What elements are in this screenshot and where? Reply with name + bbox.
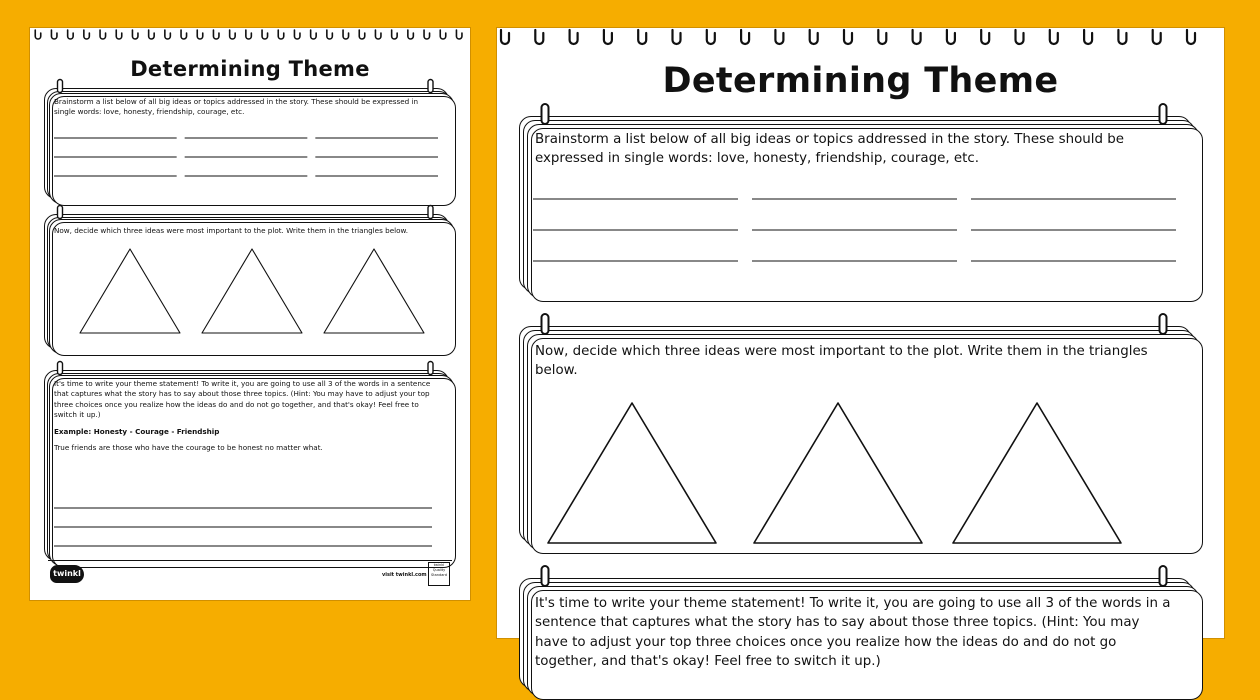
binding-ring — [1084, 30, 1092, 44]
footer-divider — [48, 560, 452, 561]
worksheet-thumbnail — [30, 28, 470, 600]
binding-ring — [501, 30, 509, 44]
card-decoration — [519, 578, 1201, 698]
triangles-card — [44, 214, 454, 354]
binding-ring — [1118, 30, 1126, 44]
binding-ring — [132, 30, 138, 39]
binding-ring — [294, 30, 300, 39]
binding-ring — [1153, 30, 1161, 44]
binding-ring — [100, 30, 106, 39]
brainstorm-instructions: Brainstorm a list below of all big ideas or topics addressed in the story. These should be expressed in single words: love, honesty, friendship, courage, etc. — [535, 132, 1124, 167]
spiral-binding — [497, 28, 1224, 50]
binding-ring — [810, 30, 818, 44]
binding-ring — [1187, 30, 1195, 44]
spiral-binding — [30, 28, 470, 50]
binding-ring — [775, 30, 783, 44]
binding-ring — [604, 30, 612, 44]
twinkl-logo: twinkl — [50, 565, 84, 583]
binding-ring — [213, 30, 219, 39]
binding-ring — [375, 30, 381, 39]
card-hanger-ring — [1160, 314, 1167, 334]
theme-statement-card — [519, 578, 1201, 698]
binding-ring — [116, 30, 122, 39]
card-hanger-ring — [58, 362, 63, 375]
triangles-instructions: Now, decide which three ideas were most important to the plot. Write them in the triangles below. — [535, 344, 1148, 379]
theme-instructions: It's time to write your theme statement! To write it, you are going to use all 3 of the words in a sentence that captures what the story has to say about those three topics. (Hint: You may have to adjust your top three choices once you realize how the ideas do and do not go together, and that's okay! Feel free to switch it up.) — [535, 596, 1171, 670]
binding-ring — [51, 30, 57, 39]
binding-ring — [197, 30, 203, 39]
binding-ring — [262, 30, 268, 39]
example-label: Example: Honesty - Courage - Friendship — [54, 426, 220, 436]
binding-ring — [570, 30, 578, 44]
binding-ring — [456, 30, 462, 39]
binding-ring — [165, 30, 171, 39]
binding-ring — [947, 30, 955, 44]
answer-triangle — [548, 403, 716, 543]
binding-ring — [84, 30, 90, 39]
binding-ring — [278, 30, 284, 39]
card-hanger-ring — [542, 566, 549, 586]
answer-triangle — [202, 249, 302, 333]
answer-triangle — [324, 249, 424, 333]
binding-ring — [638, 30, 646, 44]
binding-ring — [741, 30, 749, 44]
quality-badge: twinkl Quality Standard — [428, 562, 450, 586]
binding-ring — [707, 30, 715, 44]
binding-ring — [311, 30, 317, 39]
answer-triangle — [80, 249, 180, 333]
binding-ring — [535, 30, 543, 44]
footer-url: visit twinkl.com — [382, 572, 427, 578]
answer-triangle — [754, 403, 922, 543]
card-hanger-ring — [58, 80, 63, 93]
binding-ring — [149, 30, 155, 39]
binding-ring — [913, 30, 921, 44]
card-hanger-ring — [58, 206, 63, 219]
triangles-instructions: Now, decide which three ideas were most important to the plot. Write them in the triangles below. — [54, 226, 409, 235]
page-title: Determining Theme — [662, 61, 1059, 101]
brainstorm-instructions: Brainstorm a list below of all big ideas or topics addressed in the story. These should be expressed in single words: love, honesty, friendship, courage, etc. — [54, 97, 419, 117]
binding-ring — [343, 30, 349, 39]
binding-ring — [408, 30, 414, 39]
binding-ring — [359, 30, 365, 39]
binding-ring — [181, 30, 187, 39]
theme-statement-card — [44, 370, 454, 566]
page-title: Determining Theme — [130, 57, 370, 81]
card-hanger-ring — [428, 80, 433, 93]
card-decoration — [44, 88, 454, 204]
card-hanger-ring — [1160, 566, 1167, 586]
card-hanger-ring — [542, 314, 549, 334]
worksheet-closeup — [497, 28, 1224, 670]
binding-ring — [327, 30, 333, 39]
card-hanger-ring — [428, 362, 433, 375]
binding-ring — [1050, 30, 1058, 44]
example-sentence: True friends are those who have the courage to be honest no matter what. — [54, 443, 323, 453]
card-decoration — [44, 370, 454, 566]
binding-ring — [246, 30, 252, 39]
binding-ring — [68, 30, 74, 39]
brainstorm-card — [519, 116, 1201, 300]
theme-instructions: It's time to write your theme statement! To write it, you are going to use all 3 of the words in a sentence that captures what the story has to say about those three topics. (Hint: You may have to adjust your top three choices once you realize how the ideas do and do not go together, and that's okay! Feel free to switch it up.) — [54, 379, 431, 420]
card-decoration — [44, 214, 454, 354]
binding-ring — [35, 30, 41, 39]
binding-ring — [424, 30, 430, 39]
binding-ring — [230, 30, 236, 39]
triangles-card — [519, 326, 1201, 552]
card-decoration — [519, 326, 1201, 552]
card-decoration — [519, 116, 1201, 300]
binding-ring — [392, 30, 398, 39]
binding-ring — [878, 30, 886, 44]
binding-ring — [844, 30, 852, 44]
binding-ring — [673, 30, 681, 44]
binding-ring — [981, 30, 989, 44]
brainstorm-card — [44, 88, 454, 204]
answer-triangle — [953, 403, 1121, 543]
card-hanger-ring — [542, 104, 549, 124]
binding-ring — [440, 30, 446, 39]
binding-ring — [1016, 30, 1024, 44]
card-hanger-ring — [428, 206, 433, 219]
card-hanger-ring — [1160, 104, 1167, 124]
